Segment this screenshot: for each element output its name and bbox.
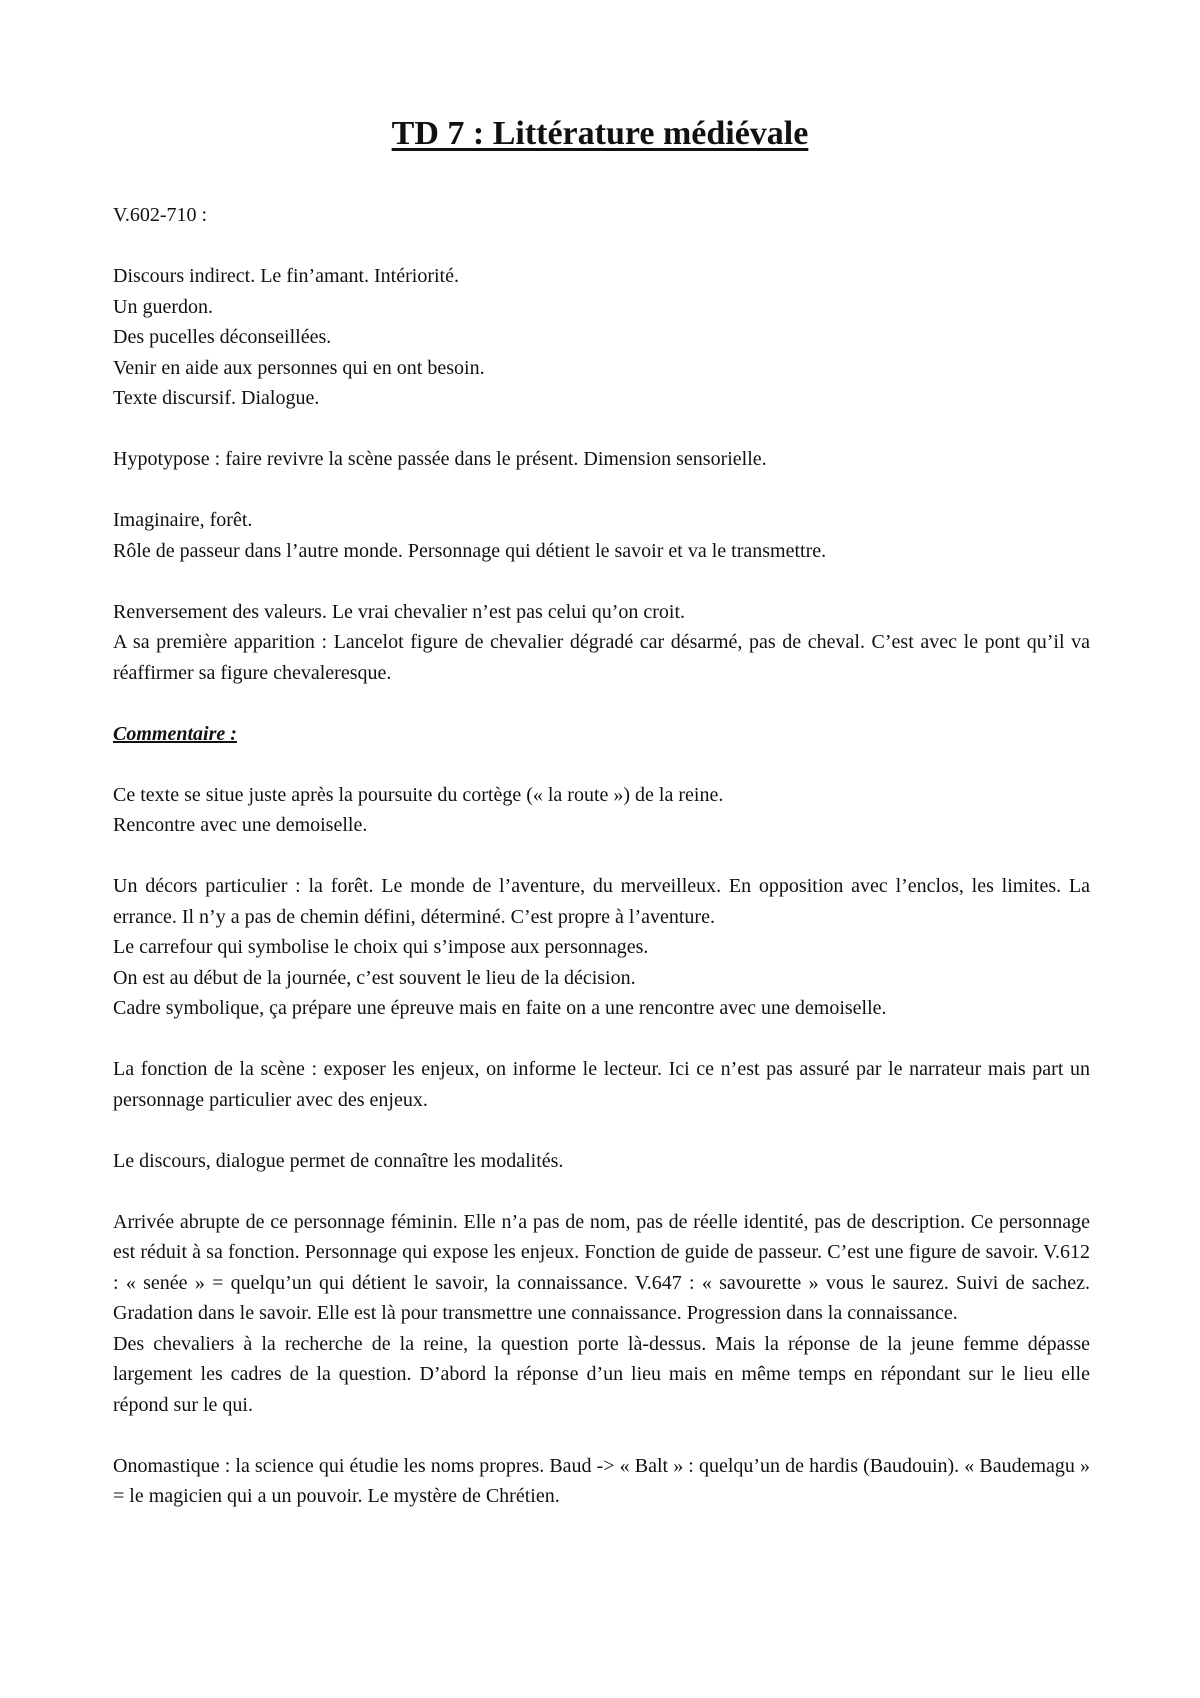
fonction-paragraph: La fonction de la scène : exposer les enjeux, on informe le lecteur. Ici ce n’est pas assuré par le narrateur mais part un personnage particulier avec des enjeux. (113, 1058, 1090, 1111)
situation-line: Ce texte se situe juste après la poursuite du cortège (« la route ») de la reine. (113, 783, 724, 806)
intro-line: Des pucelles déconseillées. (113, 326, 332, 348)
imaginaire-line: Rôle de passeur dans l’autre monde. Personnage qui détient le savoir et va le transmettre. (113, 539, 827, 562)
chevaliers-paragraph: Des chevaliers à la recherche de la reine, la question porte là-dessus. Mais la réponse de la jeune femme dépasse largement les cadres de la question. D’abord la réponse d’un lieu mais en même temps en répondant sur le lieu elle répond sur le qui. (113, 1332, 1090, 1416)
apparition-paragraph: A sa première apparition : Lancelot figure de chevalier dégradé car désarmé, pas de cheval. C’est avec le pont qu’il va réaffirmer sa figure chevaleresque. (113, 631, 1090, 684)
verse-range: V.602-710 : (113, 204, 208, 226)
decor-paragraph: Un décors particulier : la forêt. Le monde de l’aventure, du merveilleux. En opposition avec l’enclos, les limites. La errance. Il n’y a pas de chemin défini, déterminé. C’est propre à l’aventure. (113, 875, 1090, 928)
spacer (113, 1176, 1090, 1207)
spacer (113, 749, 1090, 780)
intro-line: Texte discursif. Dialogue. (113, 387, 320, 409)
spacer (113, 1024, 1090, 1055)
hypotypose-line: Hypotypose : faire revivre la scène passée dans le présent. Dimension sensorielle. (113, 448, 767, 470)
spacer (113, 566, 1090, 597)
document-title: TD 7 : Littérature médiévale (391, 115, 809, 152)
spacer (113, 475, 1090, 506)
spacer (113, 231, 1090, 262)
onomastique-paragraph: Onomastique : la science qui étudie les noms propres. Baud -> « Balt » : quelqu’un de hardis (Baudouin). « Baudemagu » = le magicien qui a un pouvoir. Le mystère de Chrétien. (113, 1454, 1090, 1507)
intro-line: Discours indirect. Le fin’amant. Intériorité. (113, 265, 459, 287)
decor-line: Cadre symbolique, ça prépare une épreuve mais en faite on a une rencontre avec une demoiselle. (113, 997, 887, 1019)
spacer (113, 1115, 1090, 1146)
renversement-line: Renversement des valeurs. Le vrai chevalier n’est pas celui qu’on croit. (113, 600, 686, 623)
intro-line: Un guerdon. (113, 295, 213, 318)
decor-line: On est au début de la journée, c’est souvent le lieu de la décision. (113, 966, 636, 989)
intro-line: Venir en aide aux personnes qui en ont besoin. (113, 356, 485, 379)
situation-line: Rencontre avec une demoiselle. (113, 814, 368, 836)
decor-line: Le carrefour qui symbolise le choix qui s’impose aux personnages. (113, 936, 649, 958)
spacer (113, 1420, 1090, 1451)
spacer (113, 688, 1090, 719)
spacer (113, 841, 1090, 872)
arrivee-paragraph: Arrivée abrupte de ce personnage féminin. Elle n’a pas de nom, pas de réelle identité, pas de description. Ce personnage est réduit à sa fonction. Personnage qui expose les enjeux. Fonction de guide de passeur. C’est une figure de savoir. V.612 : « senée » = quelqu’un qui détient le savoir, la connaissance. V.647 : « savourette » vous le saurez. Suivi de sachez. Gradation dans le savoir. Elle est là pour transmettre une connaissance. Progression dans la connaissance. (113, 1210, 1090, 1324)
spacer (113, 414, 1090, 445)
commentaire-heading: Commentaire : (113, 722, 237, 745)
document-body (113, 200, 1090, 1512)
discours-line: Le discours, dialogue permet de connaître les modalités. (113, 1149, 564, 1172)
imaginaire-line: Imaginaire, forêt. (113, 509, 253, 531)
